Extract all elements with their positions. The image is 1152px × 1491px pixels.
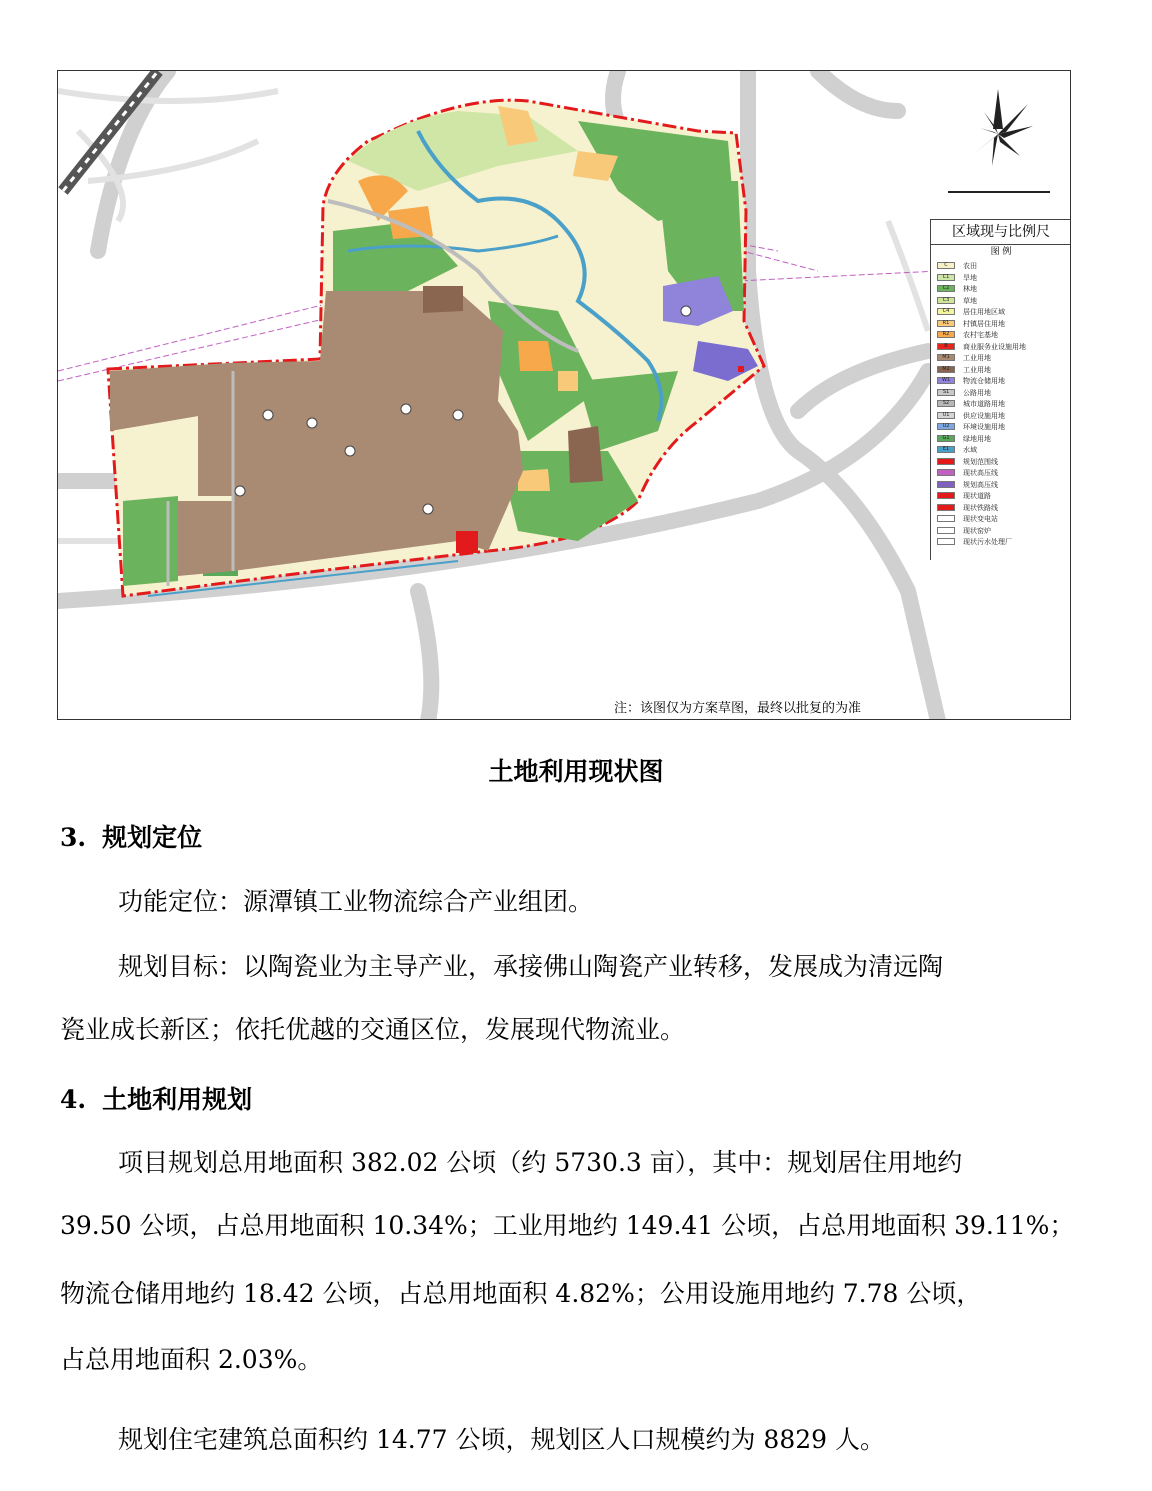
legend-label: 现状铁路线 xyxy=(963,503,998,512)
legend-label: 农村宅基地 xyxy=(963,331,998,339)
legend-item xyxy=(937,458,998,467)
legend-item xyxy=(937,446,977,455)
legend-label: 公路用地 xyxy=(963,388,991,397)
positioning-paragraph: 功能定位：源潭镇工业物流综合产业组团。 xyxy=(118,887,594,916)
land-use-paragraph-line-1: 项目规划总用地面积 382.02 公顷（约 5730.3 亩），其中：规划居住用地约 xyxy=(118,1148,963,1177)
land-use-paragraph-line-3: 物流仓储用地约 18.42 公顷，占总用地面积 4.82%；公用设施用地约 7.78 公顷， xyxy=(60,1279,982,1308)
map-note: 注：该图仅为方案草图，最终以批复的为准 xyxy=(614,701,862,716)
legend-label: 商业服务业设施用地 xyxy=(963,342,1026,351)
legend-item xyxy=(937,297,977,306)
goal-paragraph-line-1: 规划目标：以陶瓷业为主导产业，承接佛山陶瓷产业转移，发展成为清远陶 xyxy=(118,952,944,981)
legend-label: 现状高压线 xyxy=(963,469,998,477)
legend-item xyxy=(937,469,998,478)
legend-item xyxy=(937,515,998,524)
legend-label: 工业用地 xyxy=(963,354,991,362)
legend-swatch xyxy=(937,515,955,522)
section-3-number: 3. xyxy=(60,823,87,852)
legend-item xyxy=(937,389,991,398)
legend-item xyxy=(937,331,998,340)
legend-label: 供应设施用地 xyxy=(963,411,1005,420)
legend-swatch: C1 xyxy=(937,274,955,281)
legend-item xyxy=(937,343,1026,352)
legend-subtitle: 图 例 xyxy=(990,247,1012,257)
legend-swatch xyxy=(937,469,955,476)
legend-swatch: M1 xyxy=(937,354,955,361)
legend-label: 环境设施用地 xyxy=(963,423,1005,431)
wind-rose-icon xyxy=(974,89,1033,166)
legend-item xyxy=(937,481,998,490)
legend-label: 现状变电站 xyxy=(963,515,998,523)
legend-swatch xyxy=(937,492,955,499)
legend-item xyxy=(937,400,1005,409)
land-use-paragraph-line-4: 占总用地面积 2.03%。 xyxy=(60,1345,323,1374)
legend-item xyxy=(937,285,977,294)
legend-label: 水域 xyxy=(963,446,977,454)
legend-label: 林地 xyxy=(963,285,977,293)
figure-caption: 土地利用现状图 xyxy=(488,757,664,786)
legend-label: 农田 xyxy=(963,262,977,270)
legend-item xyxy=(937,366,991,375)
legend-item xyxy=(937,435,991,444)
section-3-heading xyxy=(60,818,202,854)
legend-label: 村镇居住用地 xyxy=(963,319,1005,328)
legend-swatch: C xyxy=(937,262,955,269)
section-3-title: 规划定位 xyxy=(102,823,203,852)
legend-item xyxy=(937,412,1005,421)
legend-label: 工业用地 xyxy=(963,365,991,374)
legend-swatch: B xyxy=(937,343,955,350)
legend-swatch: C4 xyxy=(937,308,955,315)
section-4-title: 土地利用规划 xyxy=(102,1085,253,1114)
legend-label: 绿地用地 xyxy=(963,434,991,443)
legend-swatch: R2 xyxy=(937,331,955,338)
map-legend xyxy=(930,219,1071,560)
legend-swatch xyxy=(937,504,955,511)
legend-item xyxy=(937,538,1012,547)
legend-swatch: C3 xyxy=(937,297,955,304)
legend-item xyxy=(937,274,977,283)
legend-label: 草地 xyxy=(963,296,977,305)
legend-label: 现状窑炉 xyxy=(963,526,991,535)
legend-swatch: S2 xyxy=(937,400,955,407)
legend-swatch xyxy=(937,527,955,534)
legend-item xyxy=(937,308,1005,317)
legend-swatch: G1 xyxy=(937,435,955,442)
legend-swatch: C2 xyxy=(937,285,955,292)
legend-swatch xyxy=(937,481,955,488)
legend-swatch: W1 xyxy=(937,377,955,384)
legend-item xyxy=(937,377,1005,386)
goal-paragraph-line-2: 瓷业成长新区；依托优越的交通区位，发展现代物流业。 xyxy=(60,1015,686,1044)
legend-label: 规划范围线 xyxy=(963,457,998,466)
legend-label: 旱地 xyxy=(963,273,977,282)
legend-label: 物流仓储用地 xyxy=(963,377,1005,385)
legend-item xyxy=(937,527,991,536)
section-4-number: 4. xyxy=(60,1085,87,1114)
legend-swatch xyxy=(937,458,955,465)
legend-title: 区域现与比例尺 xyxy=(931,220,1071,245)
legend-swatch xyxy=(937,538,955,545)
legend-label: 现状污水处理厂 xyxy=(963,538,1012,546)
land-use-map xyxy=(57,70,1071,720)
legend-swatch: E1 xyxy=(937,446,955,453)
legend-label: 城市道路用地 xyxy=(963,400,1005,408)
legend-item xyxy=(937,504,998,513)
legend-label: 居住用地区域 xyxy=(963,308,1005,316)
map-drawing xyxy=(58,71,1071,720)
legend-swatch: R1 xyxy=(937,320,955,327)
legend-item xyxy=(937,354,991,363)
section-4-heading xyxy=(60,1080,252,1116)
legend-label: 规划高压线 xyxy=(963,480,998,489)
legend-swatch: S1 xyxy=(937,389,955,396)
legend-item xyxy=(937,423,1005,432)
legend-swatch: M2 xyxy=(937,366,955,373)
legend-swatch: U1 xyxy=(937,412,955,419)
legend-item xyxy=(937,492,991,501)
legend-item xyxy=(937,320,1005,329)
population-paragraph: 规划住宅建筑总面积约 14.77 公顷，规划区人口规模约为 8829 人。 xyxy=(118,1425,885,1454)
legend-swatch: U2 xyxy=(937,423,955,430)
land-use-paragraph-line-2: 39.50 公顷，占总用地面积 10.34%；工业用地约 149.41 公顷，占总用地面积 39.11%； xyxy=(60,1211,1075,1240)
compass-and-scale xyxy=(938,79,1058,199)
legend-label: 现状道路 xyxy=(963,492,991,500)
legend-item xyxy=(937,262,977,271)
